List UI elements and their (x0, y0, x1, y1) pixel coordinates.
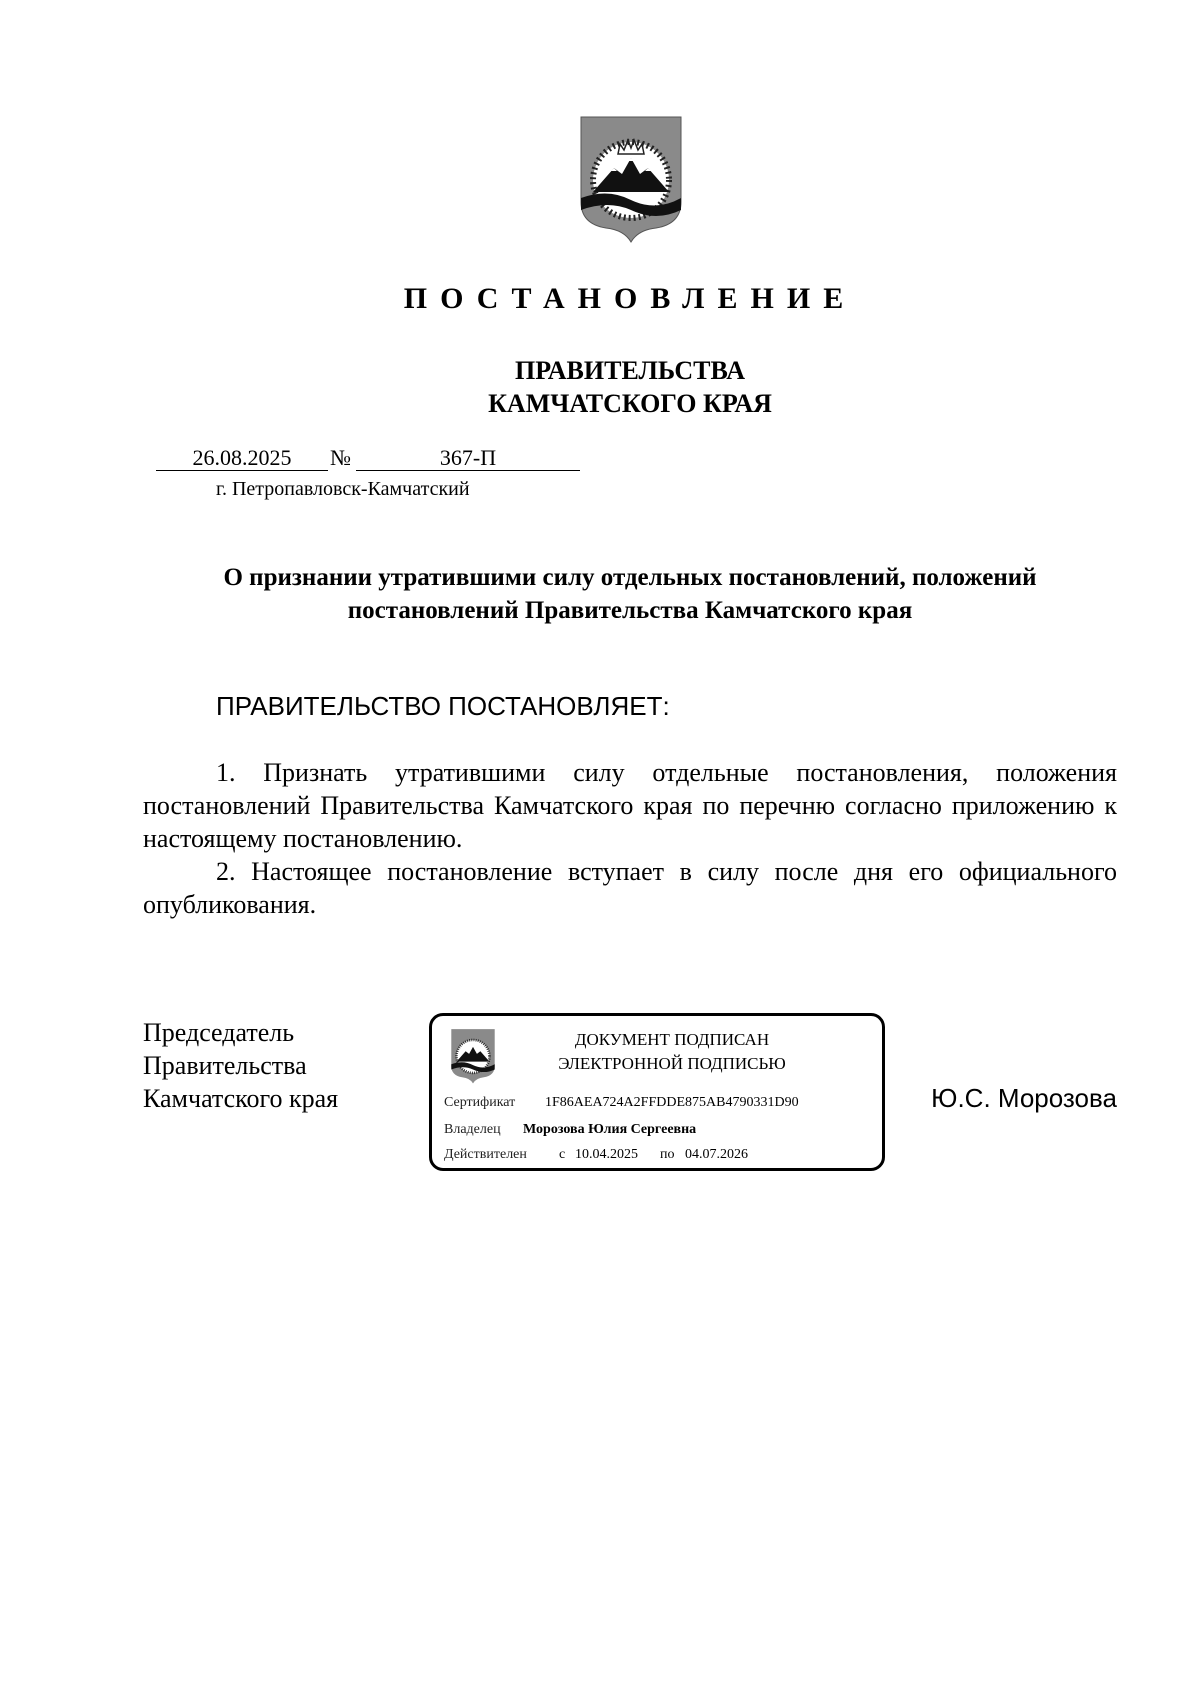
certificate-value: 1F86AEA724A2FFDDE875AB4790331D90 (545, 1095, 799, 1110)
stamp-coat-of-arms-icon (450, 1027, 496, 1085)
subject-line-1: О признании утратившими силу отдельных постановлений, положений (223, 564, 1037, 591)
valid-to-prefix: по (660, 1147, 675, 1162)
city-name: г. Петропавловск-Камчатский (216, 478, 470, 500)
validity-row (444, 1147, 748, 1163)
authority-line-1: ПРАВИТЕЛЬСТВА (515, 356, 745, 385)
valid-from-prefix: с (559, 1147, 566, 1162)
certificate-label: Сертификат (444, 1095, 516, 1110)
owner-label: Владелец (444, 1122, 501, 1137)
valid-to-date: 04.07.2026 (685, 1147, 748, 1162)
decree-heading: ПРАВИТЕЛЬСТВО ПОСТАНОВЛЯЕТ: (216, 691, 670, 721)
document-subject (140, 561, 1120, 627)
stamp-title (512, 1028, 832, 1076)
paragraph-1: 1. Признать утратившими силу отдельные постановления, положения постановлений Правительства Камчатского края по перечню согласно приложению к настоящему постановлению. (143, 758, 1117, 853)
document-date: 26.08.2025 (156, 446, 328, 471)
signatory-title-line-1: Председатель (143, 1018, 295, 1047)
owner-row (444, 1122, 697, 1138)
issuing-authority (0, 354, 1200, 420)
electronic-signature-stamp (429, 1013, 885, 1171)
owner-value: Морозова Юлия Сергеевна (523, 1122, 697, 1137)
document-body (143, 756, 1117, 921)
stamp-title-line-1: ДОКУМЕНТ ПОДПИСАН (574, 1030, 770, 1049)
signatory-title-line-3: Камчатского края (143, 1084, 339, 1113)
signatory-title-line-2: Правительства (143, 1051, 307, 1080)
stamp-title-line-2: ЭЛЕКТРОННОЙ ПОДПИСЬЮ (558, 1054, 786, 1073)
valid-from-date: 10.04.2025 (575, 1147, 638, 1162)
subject-line-2: постановлений Правительства Камчатского края (347, 597, 913, 624)
paragraph-2: 2. Настоящее постановление вступает в силу после дня его официального опубликования. (143, 857, 1117, 919)
certificate-row (444, 1095, 799, 1111)
document-number: 367-П (356, 446, 580, 471)
number-sign: № (330, 445, 351, 470)
validity-label: Действителен (444, 1147, 527, 1162)
document-type-heading: ПОСТАНОВЛЕНИЕ (403, 282, 857, 315)
signatory-title (143, 1016, 338, 1115)
coat-of-arms-icon (578, 114, 684, 244)
registration-line (156, 446, 580, 472)
authority-line-2: КАМЧАТСКОГО КРАЯ (488, 389, 772, 418)
signatory-name: Ю.С. Морозова (931, 1083, 1117, 1113)
